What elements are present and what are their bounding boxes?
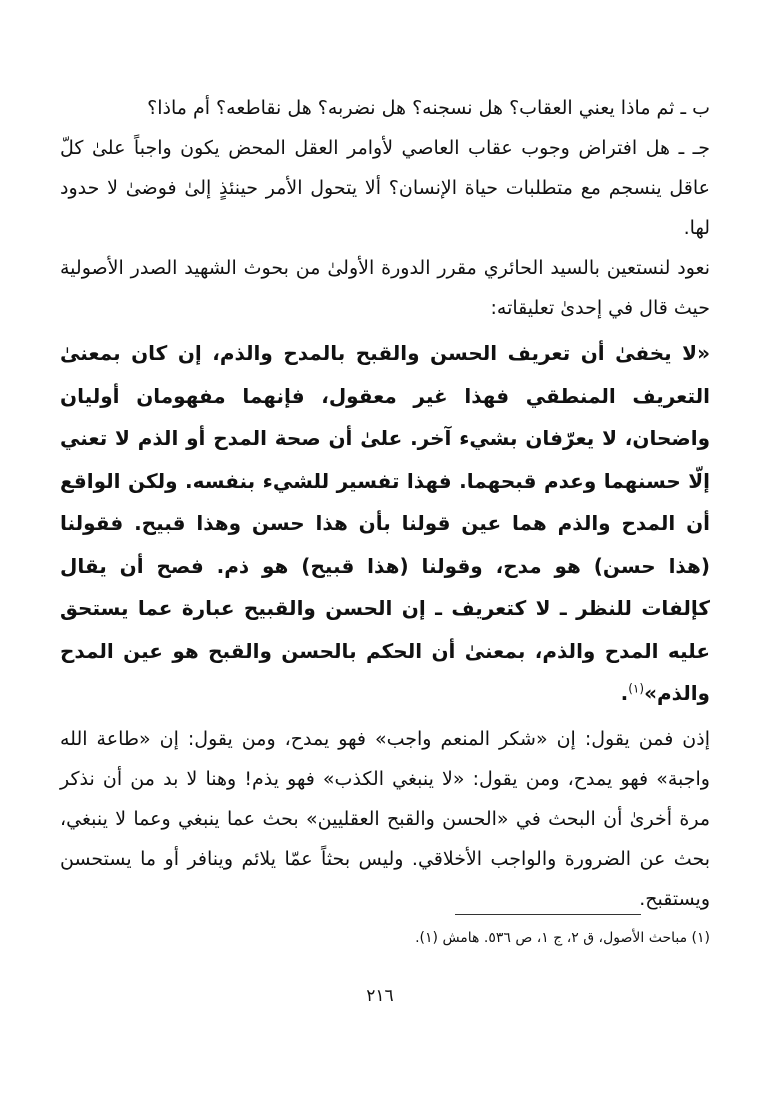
paragraph-question-j: جـ ـ هل افتراض وجوب عقاب العاصي لأوامر العقل المحض يكون واجباً علىٰ كلّ عاقل ينسجم مع متطلبات حياة الإنسان؟ ألا يتحول الأمر حينئذٍ إلىٰ فوضىٰ لا حدود لها.	[60, 137, 710, 239]
quote-period: .	[620, 681, 629, 705]
paragraph-question-b: ب ـ ثم ماذا يعني العقاب؟ هل نسجنه؟ هل نضربه؟ هل نقاطعه؟ أم ماذا؟	[147, 97, 710, 119]
page-body	[60, 88, 710, 919]
paragraph-return: نعود لنستعين بالسيد الحائري مقرر الدورة الأولىٰ من بحوث الشهيد الصدر الأصولية حيث قال في إحدىٰ تعليقاته:	[60, 257, 710, 319]
footnote-divider	[455, 914, 641, 915]
footnote-reference[interactable]: (١)	[628, 681, 645, 696]
footnote: (١) مباحث الأصول، ق ٢، ج ١، ص ٥٣٦. هامش (١).	[415, 930, 710, 946]
paragraph-conclusion: إذن فمن يقول: إن «شكر المنعم واجب» فهو يمدح، ومن يقول: إن «طاعة الله واجبة» فهو يمدح، ومن يقول: «لا ينبغي الكذب» فهو يذم! وهنا لا بد من أن نذكر مرة أخرىٰ أن البحث في «الحسن والقبح العقليين» بحث عما ينبغي وعما لا ينبغي، بحث عن الضرورة والواجب الأخلاقي. وليس بحثاً عمّا يلائم وينافر أو ما يستحسن ويستقبح.	[60, 727, 710, 910]
block-quote	[60, 332, 710, 715]
page-number: ٢١٦	[366, 986, 394, 1006]
quote-text: «لا يخفىٰ أن تعريف الحسن والقبح بالمدح والذم، إن كان بمعنىٰ التعريف المنطقي فهذا غير معقول، فإنهما مفهومان أوليان واضحان، لا يعرّفان بشيء آخر. علىٰ أن صحة المدح أو الذم لا تعني إلّا حسنهما وعدم قبحهما. فهذا تفسير للشيء بنفسه. ولكن الواقع أن المدح والذم هما عين قولنا بأن هذا حسن وهذا قبيح. فقولنا (هذا حسن) هو مدح، وقولنا (هذا قبيح) هو ذم. فصح أن يقال كإلفات للنظر ـ لا كتعريف ـ إن الحسن والقبيح عبارة عما يستحق عليه المدح والذم، بمعنىٰ أن الحكم بالحسن والقبح هو عين المدح والذم»	[60, 341, 710, 705]
